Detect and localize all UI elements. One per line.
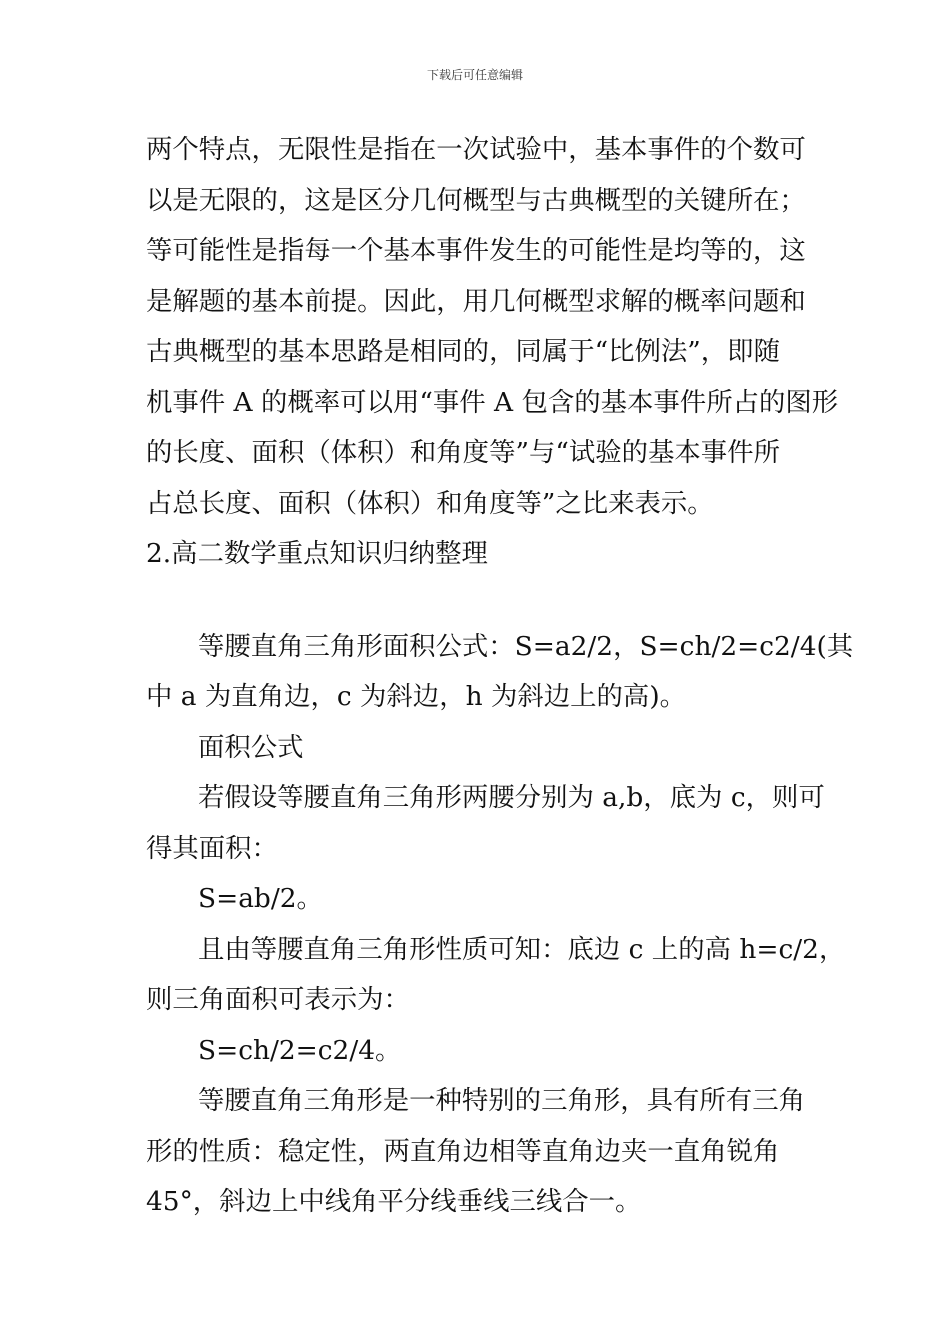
text-line: 两个特点，无限性是指在一次试验中，基本事件的个数可 (146, 134, 806, 165)
text-line: 等腰直角三角形面积公式：S=a2/2，S=ch/2=c2/4(其 (198, 630, 854, 662)
text-line: 得其面积： (146, 832, 278, 864)
text-line: 古典概型的基本思路是相同的，同属于“比例法”，即随 (146, 336, 780, 367)
formula: S=ab/2。 (198, 883, 323, 914)
text-line: 若假设等腰直角三角形两腰分别为 a,b，底为 c，则可 (198, 782, 825, 813)
subheading: 面积公式 (198, 731, 304, 763)
page-header: 下载后可任意编辑 (426, 68, 523, 82)
paragraph-geometric-probability (146, 125, 839, 529)
text-line: 是解题的基本前提。因此，用几何概型求解的概率问题和 (146, 285, 806, 317)
spacer (146, 580, 810, 622)
paragraph-area-formula (146, 622, 854, 723)
text-line: 的长度、面积（体积）和角度等”与“试验的基本事件所 (146, 437, 780, 468)
document-body (146, 125, 854, 1228)
text-line: 形的性质：稳定性，两直角边相等直角边夹一直角锐角 (146, 1135, 780, 1167)
paragraph-height-property (146, 925, 846, 1026)
text-line: 等可能性是指每一个基本事件发生的可能性是均等的，这 (146, 235, 806, 266)
text-line: 机事件 A 的概率可以用“事件 A 包含的基本事件所占的图形 (146, 386, 839, 418)
text-line: 45°，斜边上中线角平分线垂线三线合一。 (146, 1186, 642, 1217)
text-line: 占总长度、面积（体积）和角度等”之比来表示。 (146, 487, 714, 519)
paragraph-assumption (146, 773, 825, 874)
text-line: 且由等腰直角三角形性质可知：底边 c 上的高 h=c/2， (198, 933, 846, 965)
formula: S=ch/2=c2/4。 (198, 1034, 402, 1066)
text-line: 则三角面积可表示为： (146, 984, 410, 1015)
text-line: 以是无限的，这是区分几何概型与古典概型的关键所在； (146, 184, 806, 216)
text-line: 中 a 为直角边，c 为斜边，h 为斜边上的高)。 (146, 681, 687, 712)
section-heading: 2.高二数学重点知识归纳整理 (146, 538, 488, 569)
text-line: 等腰直角三角形是一种特别的三角形，具有所有三角 (198, 1085, 805, 1116)
paragraph-triangle-properties (146, 1076, 810, 1228)
